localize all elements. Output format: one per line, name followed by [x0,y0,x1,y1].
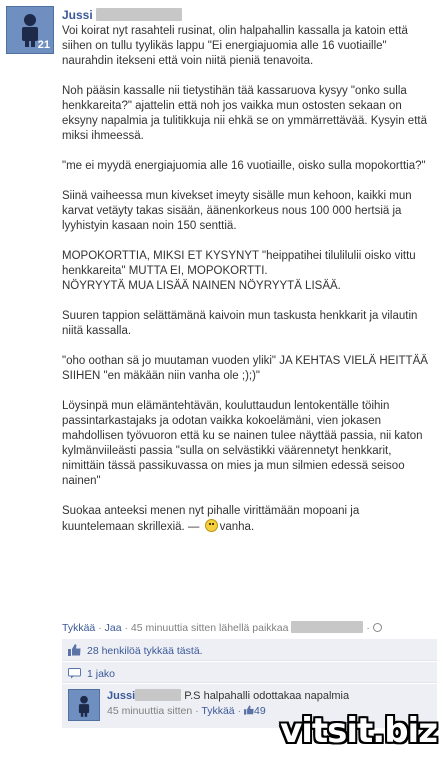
watermark-logo: vitsit.biz [280,711,437,751]
post-paragraph: Löysinpä mun elämäntehtävän, kouluttaudun lentokentälle töihin passintarkastajaks ja odotan vaikka kokoelämäni, vien jokasen mahdollisen työvuoron että ku se nainen tulee näyttää passia, nii katon kylmänviileästi passia "sulla on selvästikki väärennetyt henkkarit, nimittäin tässä passikuvassa on mies ja mun silmien edessä seisoo nainen" [62,400,423,487]
person-silhouette-icon [77,694,91,718]
post-meta: Tykkää · Jaa · 45 minuuttia sitten lähellä paikkaa · [62,621,434,634]
globe-icon [373,623,382,632]
post-timestamp[interactable]: 45 minuuttia sitten lähellä paikkaa [130,622,289,634]
comment-like-link[interactable]: Tykkää [201,705,235,717]
shares-row [62,662,437,683]
mood-label: vanha. [219,521,255,533]
mood-emoji-icon [205,519,218,532]
likes-count-link[interactable]: 28 henkilöä tykkää tästä. [87,645,203,657]
post-author[interactable]: Jussi [62,8,93,22]
comment-like-count[interactable]: 49 [253,705,266,717]
post-paragraph: Voi koirat nyt rasahteli rusinat, olin halpahallin kassalla ja katoin että siihen on tullu tyylikäs lappu "Ei energiajuomia alle 16 vuotiaille" naurahdin itekseni että voin niitä pieniä tenavoita. [62,25,408,67]
post-closing [62,504,434,535]
post-paragraph: Suokaa anteeksi menen nyt pihalle virittämään mopoani ja kuuntelemaan skrillexiä. — [62,505,360,533]
post [62,8,434,535]
comment-text: P.S halpahalli odottakaa napalmia [184,690,350,702]
post-paragraph: "oho oothan sä jo muutaman vuoden yliki" JA KEHTAS VIELÄ HEITTÄÄ SIIHEN "en mäkään niin vanha ole ;);)" [62,355,428,382]
share-link[interactable]: Jaa [104,622,122,634]
thumbs-up-icon [244,705,254,715]
redacted-name [135,689,181,701]
comment: Jussi P.S halpahalli odottakaa napalmia 45 minuuttia sitten · Tykkää · 49 [62,684,437,728]
post-paragraph: "me ei myydä energiajuomia alle 16 vuotiaille, oisko sulla mopokorttia?" [62,160,426,172]
post-paragraph: Suuren tappion selättämänä kaivoin mun taskusta henkkarit ja vilautin niitä kassalla. [62,310,418,337]
share-icon [68,668,81,679]
redacted-location [291,621,363,633]
post-paragraph: MOPOKORTTIA, MIKSI ET KYSYNYT "heippatihei tilulilulii oisko vittu henkkareita" MUTTA EI, MOPOKORTTI. NÖYRYYTÄ MUA LISÄÄ NAINEN NÖYRYYTÄ LISÄÄ. [62,250,416,292]
avatar-badge: 21 [37,39,50,51]
avatar[interactable] [6,6,54,54]
comment-timestamp[interactable]: 45 minuuttia sitten [107,705,193,717]
likes-row [62,639,437,661]
redacted-name [96,8,182,21]
comment-avatar[interactable] [68,689,100,721]
like-link[interactable]: Tykkää [62,622,96,634]
shares-count-link[interactable]: 1 jako [87,668,116,680]
post-paragraph: Noh pääsin kassalle nii tietystihän tää kassaruova kysyy "onko sulla henkkareita?" ajattelin että noh jos vaikka mun ostosten sekaan on eksyny napalmia ja tulitikkuja nii ehkä se on ymmärrettävää. Kysyin että miksi ihmeessä. [62,85,427,142]
post-paragraph: Siinä vaiheessa mun kivekset imeyty sisälle mun kehoon, kaikki mun karvat vetäyty takas sisään, äänenkorkeus nous 100 000 hertsiä ja lyyhistyin kasaan noin 150 senttiä. [62,190,412,232]
comment-author[interactable]: Jussi [107,690,136,702]
thumbs-up-icon [68,644,81,656]
